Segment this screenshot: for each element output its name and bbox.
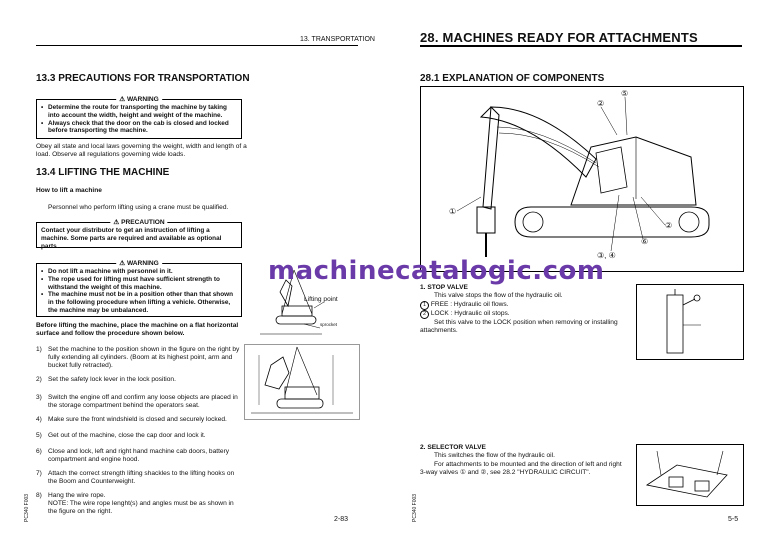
precaution-text: Contact your distributor to get an instruction of lifting a machine. Some parts are required and available as optional parts. bbox=[41, 227, 222, 250]
warning-label-2-text: WARNING bbox=[126, 260, 159, 267]
sprocket-label: sprocket bbox=[320, 322, 338, 327]
stop-lock-row bbox=[420, 310, 510, 319]
stop-valve-desc: This valve stops the flow of the hydraulic oil. bbox=[434, 292, 563, 299]
precaution-label-text: PRECAUTION bbox=[121, 219, 165, 226]
step-text: Hang the wire rope. NOTE: The wire rope lenght(s) and angles must be as shown in the figure on the right. bbox=[48, 492, 234, 516]
precaution-box bbox=[36, 219, 242, 250]
step-text: Attach the correct strength lifting shackles to the lifting hooks on the Boom and Counterweight. bbox=[48, 470, 235, 486]
selector-valve-figure bbox=[636, 444, 744, 506]
stop-valve-note: Set this valve to the LOCK position when removing or installing attachments. bbox=[420, 319, 618, 335]
warning-item: • Determine the route for transporting the machine by taking into account the width, height and weight of the machine. bbox=[41, 104, 237, 120]
section-13-3-title: 13.3 PRECAUTIONS FOR TRANSPORTATION bbox=[36, 73, 250, 84]
stop-valve-title: 1. STOP VALVE bbox=[420, 284, 468, 291]
step-text: Get out of the machine, close the cap door and lock it. bbox=[48, 432, 206, 439]
warning-item: • The rope used for lifting must have sufficient strength to withstand the weight of this machine. bbox=[41, 276, 237, 292]
step-number: 4) bbox=[36, 416, 42, 423]
excavator-wire-rope-illustration bbox=[245, 345, 359, 419]
callout-2: ② bbox=[665, 221, 673, 230]
left-side-code: PC340 F003 bbox=[24, 493, 30, 522]
step-number: 6) bbox=[36, 448, 42, 455]
header-rule bbox=[36, 45, 358, 46]
stop-free-row bbox=[420, 301, 509, 310]
warning-item: • Do not lift a machine with personnel in it. bbox=[41, 268, 237, 276]
step-number: 1) bbox=[36, 346, 42, 353]
warning-label-2: ⚠ WARNING bbox=[116, 259, 162, 267]
title-rule bbox=[420, 45, 742, 47]
sub-title: 28.1 EXPLANATION OF COMPONENTS bbox=[420, 73, 605, 84]
stop-valve-illustration bbox=[637, 285, 743, 359]
selector-valve-illustration bbox=[637, 445, 743, 505]
callout-5: ⑤ bbox=[621, 89, 629, 98]
step-number: 5) bbox=[36, 432, 42, 439]
stop-free-text: FREE : Hydraulic oil flows. bbox=[430, 301, 509, 308]
callout-2-top: ② bbox=[597, 99, 605, 108]
stop-lock-text: LOCK : Hydraulic oil stops. bbox=[430, 310, 510, 317]
excavator-illustration bbox=[421, 87, 743, 271]
excavator-diagram bbox=[420, 86, 744, 272]
selector-valve-title: 2. SELECTOR VALVE bbox=[420, 444, 486, 451]
lifting-figure-2 bbox=[244, 344, 360, 420]
step-number: 3) bbox=[36, 394, 42, 401]
stop-valve-figure bbox=[636, 284, 744, 360]
right-side-code: PC340 F003 bbox=[412, 493, 418, 522]
step-text: Switch the engine off and confirm any loose objects are placed in the storage compartment behind the operators seat. bbox=[48, 394, 238, 410]
precaution-label: ⚠ PRECAUTION bbox=[110, 218, 167, 226]
warning-label-text: WARNING bbox=[126, 96, 159, 103]
watermark: machinecatalogic.com bbox=[268, 256, 605, 286]
before-lifting-text: Before lifting the machine, place the machine on a flat horizontal surface and follow the procedure shown below. bbox=[36, 322, 239, 338]
step-text: Set the machine to the position shown in the figure on the right by fully extending all cylinders. (Boom at its highest point, arm and bucket fully retracted). bbox=[48, 346, 240, 370]
lifting-point-label: Lifting point bbox=[304, 296, 338, 303]
selector-valve-note: For attachments to be mounted and the direction of left and right 3-way valves ① and ②, see 28.2 "HYDRAULIC CIRCUIT". bbox=[420, 461, 622, 477]
callout-6: ⑥ bbox=[641, 237, 649, 246]
warning-item: • The machine must not be in a position other than that shown in the following procedure when lifting a vehicle. Otherwise, the machine may be unbalanced. bbox=[41, 291, 237, 314]
section-13-4-title: 13.4 LIFTING THE MACHINE bbox=[36, 167, 170, 178]
step-text: Make sure the front windshield is closed and securely locked. bbox=[48, 416, 227, 423]
warning-box-2 bbox=[36, 260, 242, 317]
step-number: 8) bbox=[36, 492, 42, 499]
right-page-number: 5-5 bbox=[728, 516, 739, 523]
left-page-number: 2-83 bbox=[334, 516, 349, 523]
callout-3-4: ③, ④ bbox=[597, 251, 616, 260]
step-text: Close and lock, left and right hand machine cab doors, battery compartment and engine hood. bbox=[48, 448, 230, 464]
circle-2-icon: 2 bbox=[420, 310, 429, 319]
warning-box-1 bbox=[36, 96, 242, 139]
step-text: Set the safety lock lever in the lock position. bbox=[48, 376, 176, 383]
selector-valve-desc: This switches the flow of the hydraulic oil. bbox=[434, 452, 555, 459]
how-to-lift-heading: How to lift a machine bbox=[36, 187, 102, 194]
warning-item: • Always check that the door on the cab is closed and locked before transporting the machine. bbox=[41, 120, 237, 136]
main-title: 28. MACHINES READY FOR ATTACHMENTS bbox=[420, 30, 698, 45]
step-number: 7) bbox=[36, 470, 42, 477]
circle-1-icon: 1 bbox=[420, 301, 429, 310]
qualified-text: Personnel who perform lifting using a crane must be qualified. bbox=[48, 204, 229, 211]
step-number: 2) bbox=[36, 376, 42, 383]
warning-label: ⚠ WARNING bbox=[116, 95, 162, 103]
obey-laws-text: Obey all state and local laws governing the weight, width and length of a load. Observe all regulations governing wide loads. bbox=[36, 143, 247, 159]
callout-1: ① bbox=[449, 207, 457, 216]
running-header: 13. TRANSPORTATION bbox=[300, 36, 375, 43]
